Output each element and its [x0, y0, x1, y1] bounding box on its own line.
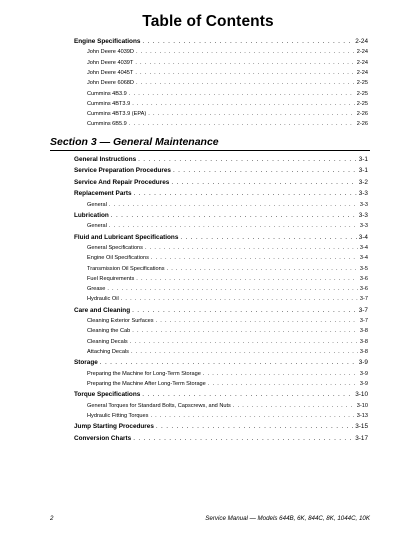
toc-entry-label: Jump Starting Procedures [74, 423, 154, 431]
toc-entry-page: 2-26 [356, 111, 368, 118]
toc-entry-page: 2-24 [356, 69, 368, 76]
toc-entry-page: 3-3 [358, 211, 368, 219]
toc-entry-label: General [87, 201, 107, 208]
toc-entry-page: 2-26 [356, 121, 368, 128]
toc-entry-label: John Deere 4039T [87, 59, 134, 66]
page-title: Table of Contents [142, 13, 274, 30]
toc-entry[interactable] [74, 316, 368, 326]
toc-entry-label: Conversion Charts [74, 434, 132, 442]
toc-entry-label: Torque Specifications [74, 391, 141, 399]
dot-leader [142, 389, 353, 400]
toc-entry-label: Grease [87, 286, 106, 293]
toc-entry-page: 2-25 [356, 90, 368, 97]
toc-entry[interactable] [74, 433, 368, 444]
section-divider [50, 150, 370, 151]
toc-entry-label: Cummins 4BT3.9 (EPA) [87, 111, 147, 118]
toc-entry-label: Cummins 4B3.9 [87, 90, 127, 97]
section-heading: Section 3 — General Maintenance [50, 136, 219, 148]
toc-entry-label: Engine Oil Specifications [87, 255, 149, 262]
toc-entry-page: 3-3 [358, 190, 368, 198]
toc-entry[interactable] [74, 36, 368, 47]
dot-leader [135, 58, 354, 68]
toc-entry[interactable] [74, 58, 368, 68]
dot-leader [129, 89, 355, 99]
toc-entry-page: 2-24 [355, 38, 368, 45]
toc-entry-label: John Deere 4039D [87, 49, 134, 56]
dot-leader [109, 200, 358, 210]
toc-entry-page: 3-5 [359, 265, 368, 272]
toc-entry[interactable] [74, 411, 368, 421]
toc-entry[interactable] [74, 401, 368, 411]
toc-entry[interactable] [74, 284, 368, 294]
toc-entry[interactable] [74, 326, 368, 336]
toc-entry-page: 3-13 [356, 412, 368, 419]
toc-entry-label: Fluid and Lubricant Specifications [74, 233, 179, 241]
toc-entry-label: John Deere 6068D [87, 80, 134, 87]
toc-entry-label: Cleaning the Cab [87, 328, 131, 335]
toc-entry[interactable] [74, 243, 368, 253]
toc-engine-specifications [74, 36, 368, 130]
toc-entry[interactable] [74, 154, 368, 165]
dot-leader [129, 119, 355, 129]
toc-entry[interactable] [74, 294, 368, 304]
toc-entry-label: Cummins 4BT3.9 [87, 100, 131, 107]
toc-entry[interactable] [74, 221, 368, 231]
dot-leader [145, 243, 358, 253]
toc-entry[interactable] [74, 165, 368, 176]
toc-entry-label: Hydraulic Fitting Torques [87, 412, 149, 419]
dot-leader [203, 369, 358, 379]
toc-entry-page: 2-24 [356, 49, 368, 56]
dot-leader [171, 177, 356, 188]
dot-leader [136, 47, 355, 57]
toc-entry-label: John Deere 4045T [87, 69, 134, 76]
toc-entry-page: 3-7 [359, 296, 368, 303]
toc-entry-label: Care and Cleaning [74, 306, 131, 314]
toc-entry-page: 3-10 [355, 391, 368, 399]
toc-entry-page: 3-4 [359, 255, 368, 262]
dot-leader [180, 232, 356, 243]
dot-leader [134, 188, 357, 199]
toc-entry[interactable] [74, 357, 368, 368]
toc-entry[interactable] [74, 89, 368, 99]
toc-entry-label: General [87, 223, 107, 230]
toc-entry-page: 3-9 [359, 380, 368, 387]
toc-entry-page: 3-6 [359, 286, 368, 293]
toc-entry-label: Storage [74, 359, 98, 367]
toc-entry-page: 3-9 [358, 359, 368, 367]
toc-entry-label: Preparing the Machine for Long-Term Storage [87, 370, 201, 377]
toc-entry[interactable] [74, 421, 368, 432]
toc-entry-label: Cleaning Decals [87, 338, 128, 345]
toc-entry[interactable] [74, 177, 368, 188]
toc-entry-page: 3-8 [359, 328, 368, 335]
toc-entry-label: General Torques for Standard Bolts, Capscrews, and Nuts [87, 402, 231, 409]
toc-entry[interactable] [74, 232, 368, 243]
dot-leader [151, 253, 358, 263]
toc-entry-page: 3-6 [359, 275, 368, 282]
toc-entry-page: 2-24 [356, 59, 368, 66]
dot-leader [142, 36, 353, 47]
toc-entry-label: Service And Repair Procedures [74, 178, 170, 186]
toc-entry-page: 3-10 [356, 402, 368, 409]
toc-entry-label: Cleaning Exterior Surfaces [87, 318, 154, 325]
dot-leader [156, 316, 358, 326]
toc-entry[interactable] [74, 347, 368, 357]
dot-leader [130, 337, 358, 347]
dot-leader [111, 210, 357, 221]
toc-entry[interactable] [74, 119, 368, 129]
footer-page-number: 2 [50, 515, 54, 522]
toc-entry[interactable] [74, 369, 368, 379]
toc-entry[interactable] [74, 274, 368, 284]
dot-leader [100, 357, 357, 368]
toc-entry-page: 3-4 [359, 244, 368, 251]
dot-leader [173, 165, 357, 176]
toc-entry[interactable] [74, 253, 368, 263]
toc-entry-page: 2-25 [356, 80, 368, 87]
toc-entry-label: General Specifications [87, 244, 143, 251]
toc-entry[interactable] [74, 305, 368, 316]
toc-entry[interactable] [74, 389, 368, 400]
toc-entry-page: 3-7 [358, 306, 368, 314]
dot-leader [133, 433, 353, 444]
toc-entry-page: 3-7 [359, 318, 368, 325]
dot-leader [148, 109, 355, 119]
dot-leader [121, 294, 358, 304]
dot-leader [208, 379, 358, 389]
toc-entry[interactable] [74, 200, 368, 210]
dot-leader [132, 99, 355, 109]
toc-entry-page: 3-3 [359, 223, 368, 230]
dot-leader [150, 411, 354, 421]
toc-entry[interactable] [74, 47, 368, 57]
toc-entry-label: Service Preparation Procedures [74, 167, 171, 175]
toc-entry-page: 3-8 [359, 338, 368, 345]
toc-entry[interactable] [74, 99, 368, 109]
toc-entry-label: Preparing the Machine After Long-Term Storage [87, 380, 206, 387]
dot-leader [109, 221, 358, 231]
toc-entry-page: 3-15 [355, 423, 368, 431]
toc-entry[interactable] [74, 210, 368, 221]
toc-entry-label: General Instructions [74, 156, 137, 163]
dot-leader [156, 421, 353, 432]
dot-leader [132, 305, 357, 316]
dot-leader [132, 326, 358, 336]
toc-entry-page: 3-17 [355, 434, 368, 442]
toc-entry-page: 3-8 [359, 349, 368, 355]
toc-entry-label: Transmission Oil Specifications [87, 265, 165, 272]
dot-leader [136, 274, 358, 284]
toc-entry-page: 3-1 [358, 156, 368, 163]
toc-entry-page: 3-4 [358, 233, 368, 241]
toc-section-3 [74, 154, 368, 444]
toc-entry-label: Engine Specifications [74, 38, 141, 45]
dot-leader [136, 78, 355, 88]
toc-entry-label: Lubrication [74, 211, 109, 219]
dot-leader [138, 154, 357, 165]
toc-entry-label: Cummins 6B5.9 [87, 121, 127, 128]
toc-entry-page: 3-9 [359, 370, 368, 377]
toc-entry-label: Hydraulic Oil [87, 296, 119, 303]
footer-text: Service Manual — Models 644B, 6K, 844C, 8K, 1044C, 10K [205, 515, 370, 522]
toc-entry-page: 3-1 [358, 167, 368, 175]
dot-leader [107, 284, 358, 294]
toc-entry[interactable] [74, 379, 368, 389]
toc-entry-label: Attaching Decals [87, 349, 129, 355]
toc-entry[interactable] [74, 264, 368, 274]
toc-entry-page: 3-2 [358, 178, 368, 186]
dot-leader [131, 347, 358, 357]
toc-entry[interactable] [74, 188, 368, 199]
dot-leader [233, 401, 355, 411]
toc-entry[interactable] [74, 68, 368, 78]
toc-entry-label: Fuel Requirements [87, 275, 135, 282]
toc-entry-page: 3-3 [359, 201, 368, 208]
toc-entry[interactable] [74, 78, 368, 88]
toc-entry[interactable] [74, 109, 368, 119]
toc-entry-label: Replacement Parts [74, 190, 132, 198]
dot-leader [135, 68, 354, 78]
toc-entry-page: 2-25 [356, 100, 368, 107]
toc-entry[interactable] [74, 337, 368, 347]
dot-leader [167, 264, 358, 274]
